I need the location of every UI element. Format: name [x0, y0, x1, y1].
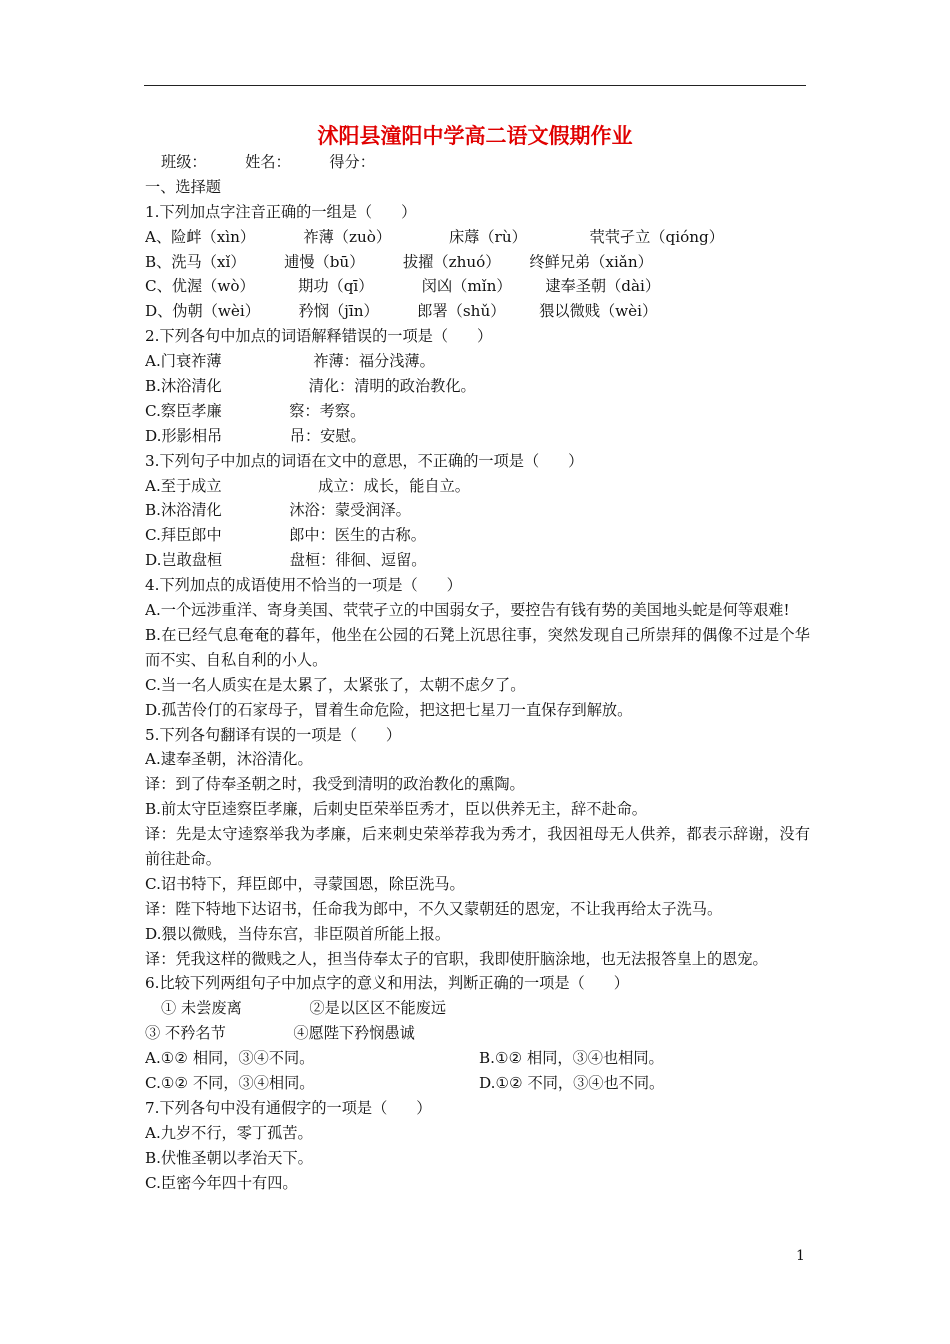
- document-body: [145, 150, 810, 1195]
- option-b: B.在已经气息奄奄的暮年，他坐在公园的石凳上沉思往事，突然发现自己所崇拜的偶像不过是个华而不实、自私自利的小人。: [145, 625, 810, 669]
- question-3: [145, 449, 810, 573]
- question-stem: 1.下列加点字注音正确的一组是（ ）: [145, 202, 417, 221]
- question-6: [145, 971, 810, 1095]
- option-c: C.拜臣郎中 郎中：医生的古称。: [145, 526, 426, 545]
- option-d: D.猥以微贱，当侍东宫，非臣陨首所能上报。: [145, 924, 451, 943]
- section-heading: 一、选择题: [145, 177, 221, 196]
- option-b: B.伏惟圣朝以孝治天下。: [145, 1148, 313, 1167]
- option-b-translation: 译：先是太守逵察举我为孝廉，后来刺史荣举荐我为秀才，我因祖母无人供养，都表示辞谢，没有前往赴命。: [145, 825, 810, 868]
- option-c: C.当一名人质实在是太累了，太紧张了，太朝不虑夕了。: [145, 675, 526, 694]
- option-b: B、洗马（xǐ） 逋慢（bū） 拔擢（zhuó） 终鲜兄弟（xiǎn）: [145, 252, 653, 271]
- options-row-cd: [145, 1071, 810, 1096]
- question-2: [145, 324, 810, 448]
- option-a-translation: 译：到了侍奉圣朝之时，我受到清明的政治教化的熏陶。: [145, 775, 525, 794]
- sentence-pair-1: ① 未尝废离 ②是以区区不能废远: [161, 999, 447, 1018]
- option-d: D.孤苦伶仃的石家母子，冒着生命危险，把这把七星刀一直保存到解放。: [145, 700, 633, 719]
- option-d: D.形影相吊 吊：安慰。: [145, 426, 366, 445]
- options-row-ab: [145, 1046, 810, 1071]
- question-1: [145, 200, 810, 324]
- question-5: [145, 723, 810, 972]
- question-stem: 5.下列各句翻译有误的一项是（ ）: [145, 725, 402, 744]
- option-a: A.门衰祚薄 祚薄：福分浅薄。: [145, 352, 435, 371]
- option-b: B.①② 相同，③④也相同。: [479, 1049, 664, 1068]
- option-b: B.沐浴清化 沐浴：蒙受润泽。: [145, 501, 411, 520]
- header-rule: [144, 85, 806, 86]
- question-stem: 4.下列加点的成语使用不恰当的一项是（ ）: [145, 576, 462, 595]
- option-c: C.臣密今年四十有四。: [145, 1173, 298, 1192]
- option-a: A.逮奉圣朝，沐浴清化。: [145, 750, 313, 769]
- student-info-line: 班级： 姓名： 得分：: [161, 153, 375, 171]
- option-d: D.岂敢盘桓 盘桓：徘徊、逗留。: [145, 551, 427, 570]
- question-4: [145, 573, 810, 722]
- option-a: A、险衅（xìn） 祚薄（zuò） 床蓐（rù） 茕茕孑立（qióng）: [145, 227, 724, 246]
- option-a: A.一个远涉重洋、寄身美国、茕茕孑立的中国弱女子，要控告有钱有势的美国地头蛇是何等艰难!: [145, 601, 790, 620]
- option-b: B.前太守臣逵察臣孝廉，后刺史臣荣举臣秀才，臣以供养无主，辞不赴命。: [145, 800, 647, 819]
- option-a: A.至于成立 成立：成长，能自立。: [145, 476, 470, 495]
- question-stem: 2.下列各句中加点的词语解释错误的一项是（ ）: [145, 327, 493, 346]
- question-7: [145, 1096, 810, 1196]
- sentence-pair-2: ③ 不矜名节 ④愿陛下矜悯愚诚: [145, 1024, 415, 1043]
- question-stem: 6.比较下列两组句子中加点字的意义和用法，判断正确的一项是（ ）: [145, 974, 629, 993]
- document-title: 沭阳县潼阳中学高二语文假期作业: [317, 123, 633, 148]
- option-a: A.①② 相同，③④不同。: [145, 1049, 315, 1068]
- option-b: B.沐浴清化 清化：清明的政治教化。: [145, 377, 476, 396]
- option-d: D.①② 不同，③④也不同。: [479, 1074, 665, 1093]
- option-a: A.九岁不行，零丁孤苦。: [145, 1123, 313, 1142]
- option-d: D、伪朝（wèi） 矜悯（jīn） 郎署（shǔ） 猥以微贱（wèi）: [145, 302, 658, 321]
- option-c: C.①② 不同，③④相同。: [145, 1074, 315, 1093]
- page-number: 1: [796, 1248, 805, 1264]
- question-stem: 3.下列句子中加点的词语在文中的意思，不正确的一项是（ ）: [145, 451, 584, 470]
- option-c-translation: 译：陛下特地下达诏书，任命我为郎中，不久又蒙朝廷的恩宠，不让我再给太子洗马。: [145, 899, 723, 918]
- option-c: C.察臣孝廉 察：考察。: [145, 401, 366, 420]
- option-c: C、优渥（wò） 期功（qī） 闵凶（mǐn） 逮奉圣朝（dài）: [145, 277, 661, 296]
- option-d-translation: 译：凭我这样的微贱之人，担当侍奉太子的官职，我即使肝脑涂地，也无法报答皇上的恩宠。: [145, 949, 768, 968]
- option-c: C.诏书特下，拜臣郎中，寻蒙国恩，除臣洗马。: [145, 874, 465, 893]
- question-stem: 7.下列各句中没有通假字的一项是（ ）: [145, 1098, 432, 1117]
